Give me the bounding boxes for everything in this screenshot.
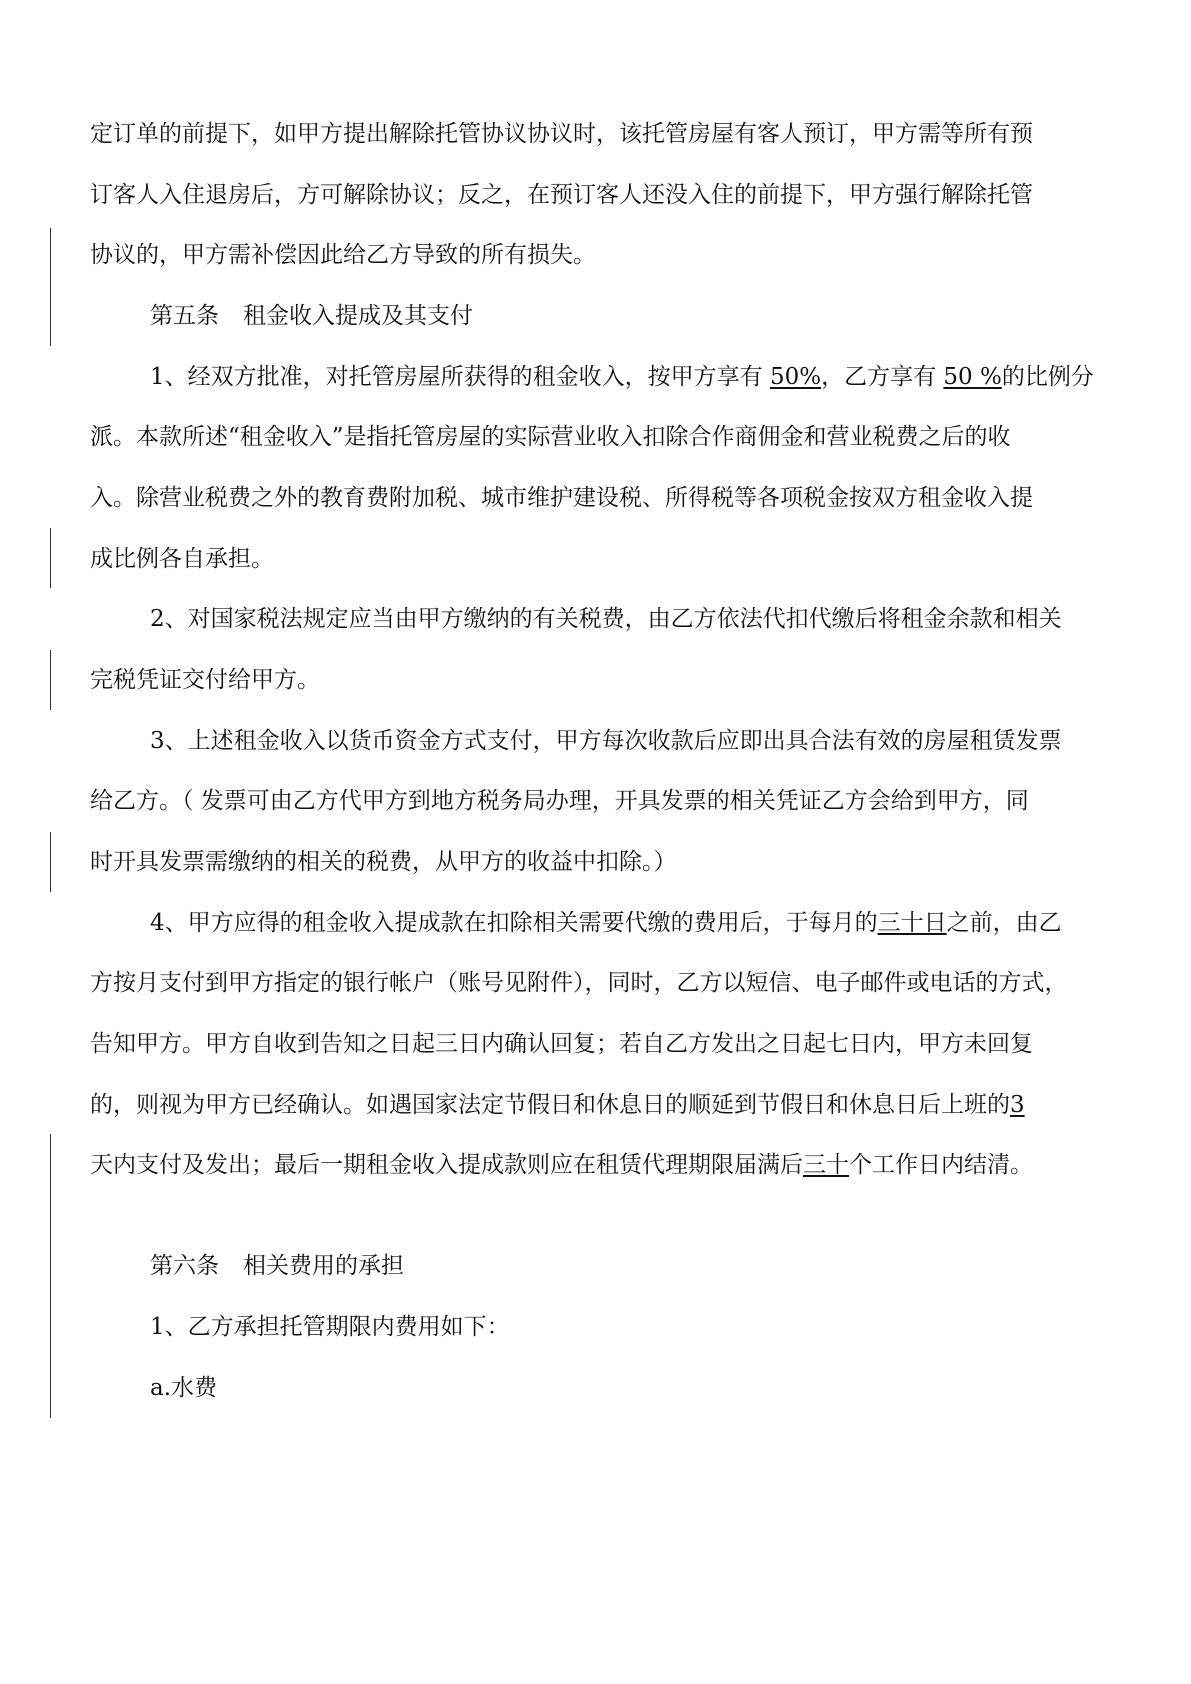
article-5-heading <box>150 302 473 330</box>
paragraph-line: 入。除营业税费之外的教育费附加税、城市维护建设税、所得税等各项税金按双方租金收入提 <box>90 485 1033 511</box>
paragraph-line: 时开具发票需缴纳的相关的税费，从甲方的收益中扣除。） <box>90 849 677 875</box>
paragraph-line: 成比例各自承担。 <box>90 546 274 572</box>
article-number: 第五条 <box>150 303 219 329</box>
paragraph-line: 的，则视为甲方已经确认。如遇国家法定节假日和休息日的顺延到节假日和休息日后上班的3 <box>90 1092 1025 1118</box>
paragraph-line: 完税凭证交付给甲方。 <box>90 667 320 693</box>
clause-5-1-line: 1、经双方批准，对托管房屋所获得的租金收入，按甲方享有 50%，乙方享有 50 %的比例分 <box>150 364 1094 390</box>
paragraph-line: 给乙方。（ 发票可由乙方代甲方到地方税务局办理，开具发票的相关凭证乙方会给到甲方，同 <box>90 788 1029 814</box>
clause-6-1-line: 1、乙方承担托管期限内费用如下： <box>150 1314 510 1340</box>
paragraph-line: 天内支付及发出；最后一期租金收入提成款则应在租赁代理期限届满后三十个工作日内结清。 <box>90 1152 1033 1178</box>
article-number: 第六条 <box>150 1253 219 1279</box>
underlined-value: 3 <box>1010 1092 1025 1118</box>
article-title: 相关费用的承担 <box>243 1253 404 1279</box>
clause-5-4-line: 4、甲方应得的租金收入提成款在扣除相关需要代缴的费用后，于每月的三十日之前，由乙 <box>150 910 1062 936</box>
revision-bar <box>50 650 51 710</box>
underlined-value: 三十 <box>803 1152 849 1178</box>
paragraph-line: 派。本款所述“租金收入”是指托管房屋的实际营业收入扣除合作商佣金和营业税费之后的收 <box>90 424 1011 450</box>
paragraph-line: 订客人入住退房后，方可解除协议；反之，在预订客人还没入住的前提下，甲方强行解除托管 <box>90 182 1033 208</box>
article-title: 租金收入提成及其支付 <box>243 303 473 329</box>
paragraph-line: 告知甲方。甲方自收到告知之日起三日内确认回复；若自乙方发出之日起七日内，甲方未回复 <box>90 1031 1033 1057</box>
clause-5-3-line: 3、上述租金收入以货币资金方式支付，甲方每次收款后应即出具合法有效的房屋租赁发票 <box>150 728 1062 754</box>
revision-bar <box>50 528 51 588</box>
underlined-value: 50% <box>769 364 822 390</box>
revision-bar <box>50 832 51 892</box>
clause-5-2-line: 2、对国家税法规定应当由甲方缴纳的有关税费，由乙方依法代扣代缴后将租金余款和相关 <box>150 606 1062 632</box>
underlined-value: 50 % <box>943 364 1002 390</box>
paragraph-line: 方按月支付到甲方指定的银行帐户（账号见附件），同时，乙方以短信、电子邮件或电话的方式， <box>90 970 1068 996</box>
paragraph-line: 协议的，甲方需补偿因此给乙方导致的所有损失。 <box>90 242 596 268</box>
list-item: a.水费 <box>150 1375 218 1401</box>
revision-bar <box>50 228 51 346</box>
revision-bar <box>50 1134 51 1418</box>
paragraph-line: 定订单的前提下，如甲方提出解除托管协议协议时，该托管房屋有客人预订，甲方需等所有预 <box>90 121 1033 147</box>
underlined-value: 三十日 <box>877 910 947 936</box>
article-6-heading <box>150 1252 404 1280</box>
